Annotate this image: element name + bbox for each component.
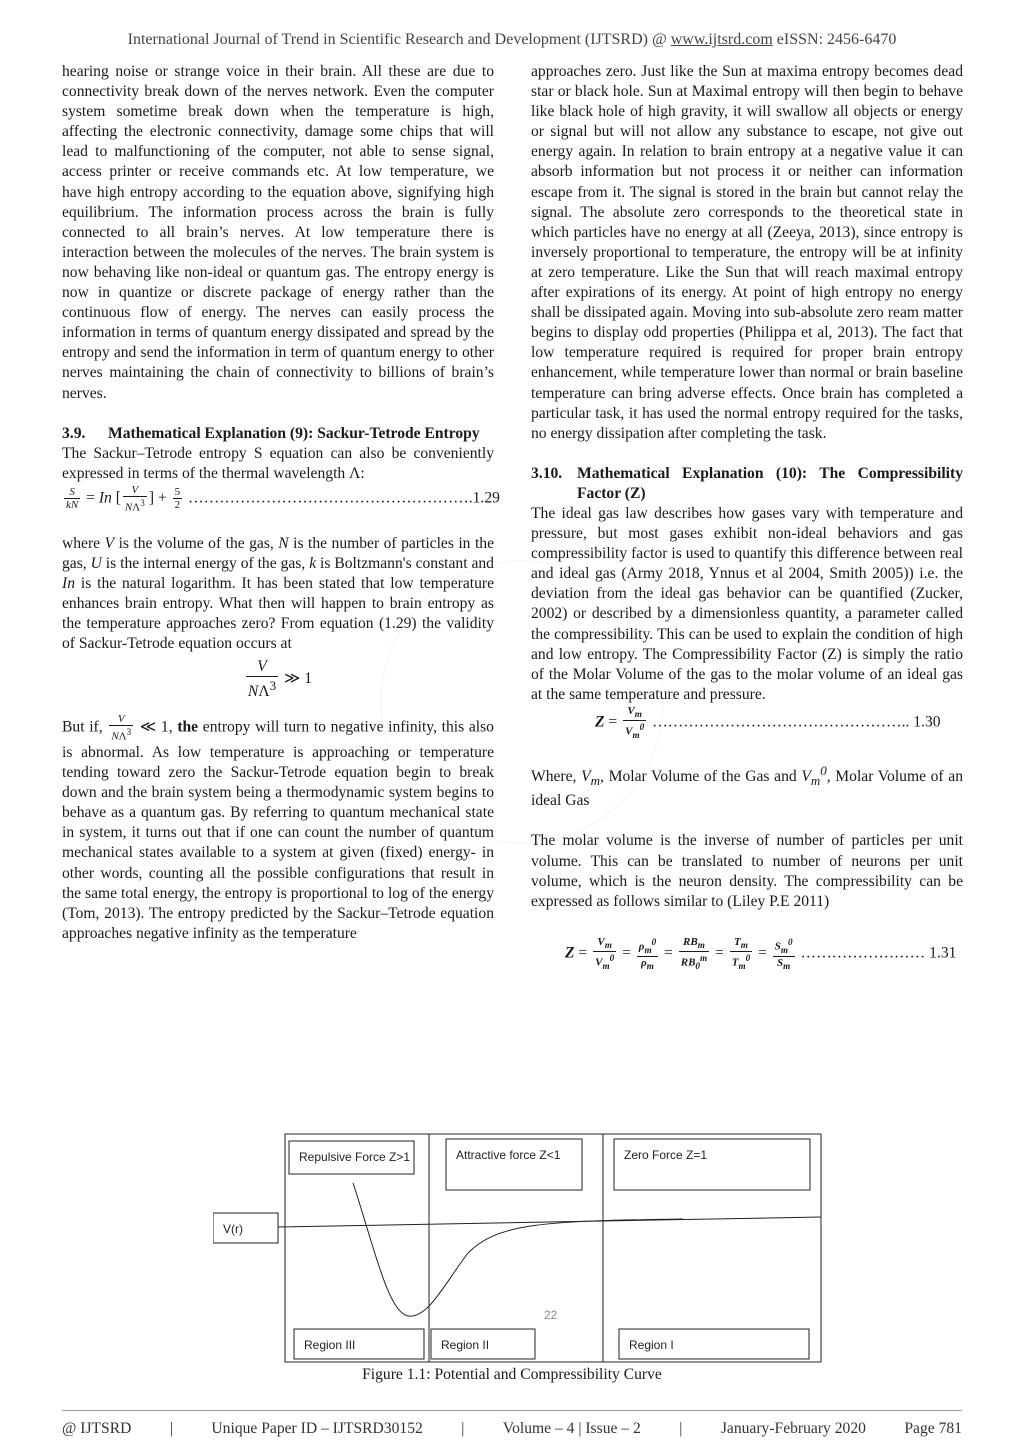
section-number: 3.9. — [62, 424, 86, 442]
journal-url-link[interactable]: www.ijtsrd.com — [670, 31, 773, 48]
page-footer — [62, 1420, 962, 1438]
section-title: Mathematical Explanation (10): The Compressibility Factor (Z) — [577, 464, 963, 502]
equation-1-30: Z = $\frac{V_m}{V_m^0}$ ………………………………………….. 1.30 — [595, 704, 941, 740]
equation-number: …………………… 1.31 — [800, 944, 957, 962]
footer-org: @ IJTSRD — [62, 1420, 132, 1437]
right-column — [531, 62, 963, 972]
equation-1-29: $\frac{S}{kN}$ = In [ $\frac{V}{N\Lambda^3}$ ] + $\frac{5}{2}$ ……………………………………………….1.29 — [66, 483, 500, 514]
equation-number: ……………………………………………….1.29 — [188, 489, 500, 507]
left-column — [62, 62, 500, 944]
footer-page: Page 781 — [904, 1420, 962, 1437]
footer-divider — [62, 1410, 962, 1411]
zero-axis-line — [278, 1217, 821, 1227]
attractive-box — [446, 1139, 582, 1190]
paragraph: The Sackur–Tetrode entropy S equation can also be conveniently expressed in terms of the thermal wavelength Λ: — [62, 444, 494, 482]
vr-label: V(r) — [223, 1222, 243, 1236]
equation-1-31: Z = $\frac{V_m}{V_m^0}$ = $\frac{\rho_m^0}{\rho_m}$ = $\frac{RB_m}{RB_0^m}$ = $\frac{T_m}{T_m^0}$ = $\frac{S_m^0}{S_m}$ …………………… 1.31 — [565, 935, 957, 971]
paragraph: The molar volume is the inverse of number of particles per unit volume. This can be translated to number of neurons per unit volume, which is the neuron density. The compressibility can be expressed as follows similar to (Liley P.E 2011) — [531, 832, 963, 910]
region-2-label: Region II — [441, 1338, 490, 1352]
paragraph: Where, $V_m$, Molar Volume of the Gas and $V_m^0$, Molar Volume of an ideal Gas — [531, 762, 963, 810]
section-heading-3-9 — [62, 424, 494, 444]
zero-force-box — [614, 1139, 810, 1190]
repulsive-force-label: Repulsive Force Z>1 — [299, 1150, 411, 1164]
attractive-force-label: Attractive force Z<1 — [456, 1148, 561, 1162]
section-number: 3.10. — [531, 464, 563, 482]
issn: eISSN: 2456-6470 — [776, 31, 897, 48]
section-title: Mathematical Explanation (9): Sackur-Tetrode Entropy — [108, 424, 480, 442]
journal-name: International Journal of Trend in Scientific Research and Development (IJTSRD) @ — [127, 31, 667, 48]
region-3-label: Region III — [304, 1338, 356, 1352]
footer-volume: Volume – 4 | Issue – 2 — [502, 1420, 641, 1437]
section-heading-3-10 — [531, 464, 963, 504]
figure-number-label: 22 — [544, 1308, 558, 1322]
potential-curve — [353, 1183, 683, 1316]
footer-date: January-February 2020 — [720, 1420, 866, 1437]
equation-number: ………………………………………….. 1.30 — [652, 713, 941, 731]
paragraph: But if, $\frac{V}{N\Lambda^3}$ ≪ 1, the entropy will turn to negative infinity, this also is abnormal. As low temperature is approaching or temperature tending toward zero the Sackur-Tetrode equation begin to break down and the brain system being a thermodynamic system begins to behave as a quantum gas. By referring to quantum mechanical state in system, it turns out that if one can count the number of quantum mechanical states available to a system at given (fixed) energy- in other words, counting all the possible configurations that result in the same total energy, the entropy is proportional to log of the energy (Tom, 2013). The entropy predicted by the Sackur–Tetrode equation approaches negative infinity as the temperature — [62, 713, 494, 942]
paragraph: hearing noise or strange voice in their brain. All these are due to connectivity break down of the nerves network. Even the computer system sometime break down when the temperature is high, affecting the electronic connectivity, damage some chips that will lead to malfunctioning of the computer, not able to sense signal, access printer or receive commands etc. At low temperature, we have high entropy according to the equation above, signifying high equilibrium. The information process across the brain is fully connected to all brain’s nerves. At low temperature there is interaction between the molecules of the nerves. The brain system is now behaving like non-ideal or quantum gas. The entropy energy is now in quantize or discrete package of energy rather than the continuous flow of energy. The nerves can easily process the information in terms of quantum energy dissipated and spread by the entropy and send the information in term of quantum energy to other nerves maintaining the chain of connectivity to billions of brain’s nerves. — [62, 63, 494, 402]
running-header — [0, 31, 1024, 49]
validity-condition: $\frac{V}{N\Lambda^3}$ ≫ 1 — [247, 658, 313, 701]
paragraph: where V is the volume of the gas, N is the number of particles in the gas, U is the internal energy of the gas, k is Boltzmann's constant and In is the natural logarithm. It has been stated that low temperature enhances brain entropy. What then will happen to brain entropy as the temperature approaches zero? From equation (1.29) the validity of Sackur-Tetrode equation occurs at — [62, 534, 494, 652]
region-1-label: Region I — [629, 1338, 674, 1352]
figure-caption: Figure 1.1: Potential and Compressibility Curve — [362, 1366, 662, 1383]
footer-separator: | — [679, 1420, 683, 1437]
paragraph: approaches zero. Just like the Sun at maxima entropy becomes dead star or black hole. Sun at Maximal entropy will then begin to behave like black hole of high gravity, it will swallow all objects or energy or signal but will not allow any substance to escape, not give out energy again. In relation to brain entropy at a negative value it can absorb information but not process it or neither can information escape from it. The signal is stored in the brain but cannot relay the signal. The absolute zero corresponds to the theoretical state in which particles have no energy at all (Zeeya, 2013), since entropy is inversely proportional to temperature, the entropy will be at infinity at zero temperature. Like the Sun that will reach maximal entropy after expirations of its energy. At point of high entropy no energy shall be dissipated again. Moving into sub-absolute zero ream matter begins to display odd properties (Philippa et al, 2013). The fact that low temperature required is required for proper brain entropy enhancement, while temperature lower than normal or brain baseline temperature can bring adverse effects. Once brain has completed a particular task, it has used the normal entropy required for the tasks, no energy dissipation after completing the task. — [531, 63, 963, 442]
potential-compressibility-figure — [213, 1133, 823, 1363]
watermark-seal — [380, 560, 664, 844]
footer-separator: | — [461, 1420, 465, 1437]
paragraph: The ideal gas law describes how gases vary with temperature and pressure, but most gases exhibit non-ideal behaviors and gas compressibility factor is used to quantify this difference between real and ideal gas (Army 2018, Ynnus et al 2004, Smith 2005)) i.e. the deviation from the ideal gas behavior can be quantified (Zucker, 2002) or described by a dimensionless quantity, a parameter called the compressibility. This can be used to explain the condition of high and low entropy. The Compressibility Factor (Z) is simply the ratio of the Molar Volume of the gas to the molar volume of an ideal gas at the same temperature and pressure. — [531, 504, 963, 703]
figure-frame — [285, 1134, 821, 1362]
zero-force-label: Zero Force Z=1 — [624, 1148, 708, 1162]
footer-paper-id: Unique Paper ID – IJTSRD30152 — [211, 1420, 423, 1437]
footer-separator: | — [169, 1420, 173, 1437]
